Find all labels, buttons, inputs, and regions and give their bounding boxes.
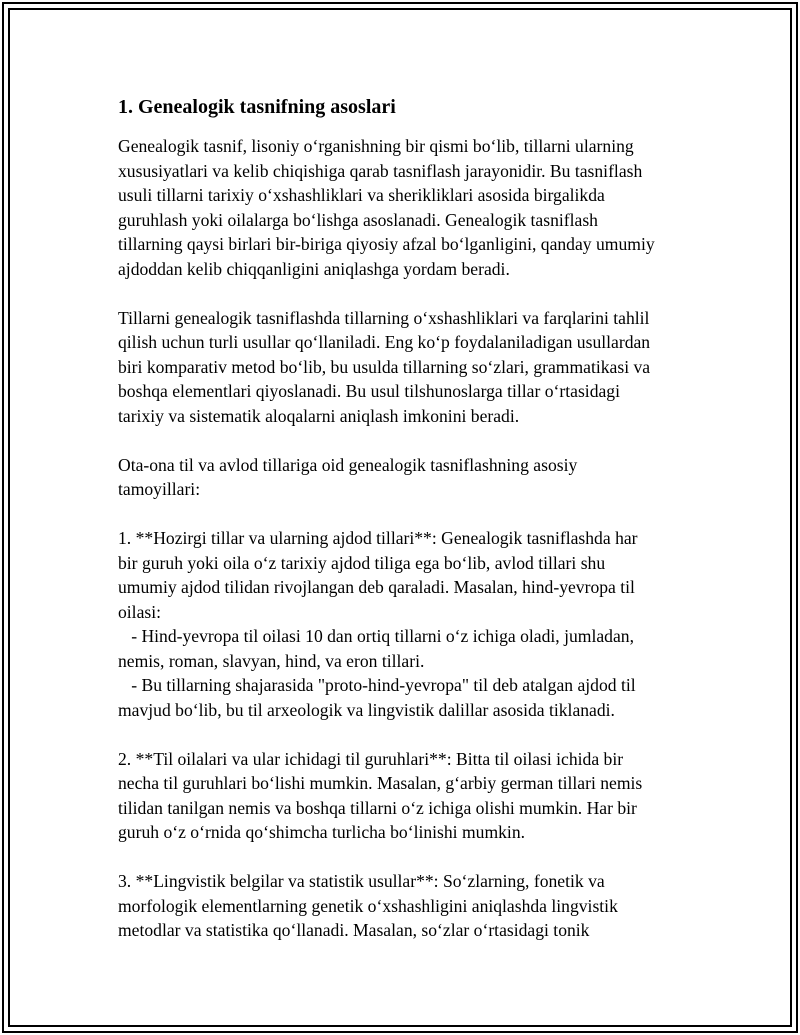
section-heading: 1. Genealogik tasnifning asoslari xyxy=(118,96,396,118)
paragraph-gap xyxy=(118,502,690,527)
list-item-2: 2. **Til oilalari va ular ichidagi til guruhlari**: Bitta til oilasi ichida bir necha til guruhlari bo‘lishi mumkin. Masalan, g‘arbiy german tillari nemis tilidan tanilgan nemis va boshqa tillarni o‘z ichiga olishi mumkin. Har bir guruh o‘z o‘rnida qo‘shimcha turlicha bo‘linishi mumkin. xyxy=(118,748,643,842)
paragraph-methods: Tillarni genealogik tasniflashda tillarning o‘xshashliklari va farqlarini tahlil qilish uchun turli usullar qo‘llaniladi. Eng ko‘p foydalaniladigan usullardan biri komparativ metod bo‘lib, bu usulda tillarning so‘zlari, grammatikasi va boshqa elementlari qiyoslanadi. Bu usul tilshunoslarga tillar o‘rtasidagi tarixiy va sistematik aloqalarni aniqlash imkonini beradi. xyxy=(118,307,651,426)
paragraph-intro: Genealogik tasnif, lisoniy o‘rganishning bir qismi bo‘lib, tillarni ularning xususiyatlari va kelib chiqishiga qarab tasniflash jarayonidir. Bu tasniflash usuli tillarni tarixiy o‘xshashliklari va sherikliklari asosida birgalikda guruhlash yoki oilalarga bo‘lishga asoslanadi. Genealogik tasniflash tillarning qaysi birlari bir-biriga qiyosiy afzal bo‘lganligini, qanday umumiy ajdoddan kelib chiqqanligini aniqlashga yordam beradi. xyxy=(118,136,655,279)
paragraph-principles-intro: Ota-ona til va avlod tillariga oid genealogik tasniflashning asosiy tamoyillari: xyxy=(118,454,578,499)
paragraph-gap xyxy=(118,845,690,870)
paragraph-gap xyxy=(118,428,690,453)
list-item-3: 3. **Lingvistik belgilar va statistik usullar**: So‘zlarning, fonetik va morfologik elementlarning genetik o‘xshashligini aniqlashda lingvistik metodlar va statistika qo‘llanadi. Masalan, so‘zlar o‘rtasidagi tonik xyxy=(118,871,618,940)
paragraph-gap xyxy=(118,281,690,306)
paragraph-gap xyxy=(118,722,690,747)
list-item-1: 1. **Hozirgi tillar va ularning ajdod tillari**: Genealogik tasniflashda har bir guruh yoki oila o‘z tarixiy ajdod tiliga ega bo‘lib, avlod tillari shu umumiy ajdod tilidan rivojlangan deb qaraladi. Masalan, hind-yevropa til oilasi: - Hind-yevropa til oilasi 10 dan ortiq tillarni o‘z ichiga oladi, jumladan, nemis, roman, slavyan, hind, va eron tillari. - Bu tillarning shajarasida "proto-hind-yevropa" til deb atalgan ajdod til mavjud bo‘lib, bu til arxeologik va lingvistik dalillar asosida tiklanadi. xyxy=(118,528,638,720)
document-body xyxy=(118,94,690,943)
